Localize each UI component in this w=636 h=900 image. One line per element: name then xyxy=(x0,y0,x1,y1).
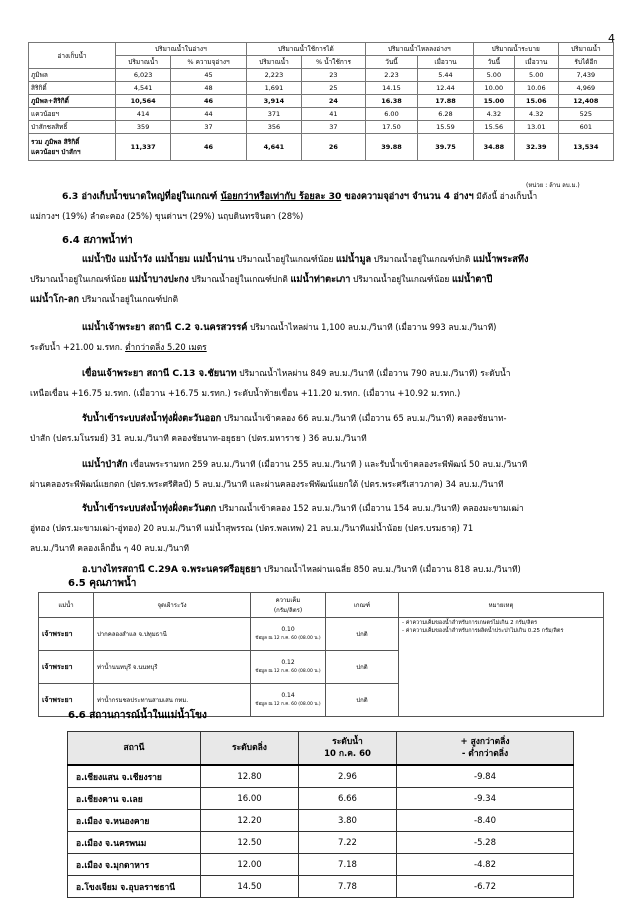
station-name: อ.เมือง จ.นครพนม xyxy=(68,832,201,854)
cell: 4,641 xyxy=(246,134,301,161)
level-diff: -5.28 xyxy=(397,832,574,854)
cell: 39.75 xyxy=(418,134,474,161)
table-row xyxy=(68,832,574,854)
cell: 11,337 xyxy=(116,134,171,161)
s64-p5-line2: ผ่านคลองระพีพัฒน์แยกตก (ปตร.พระศรีศิลป์) 5 ลบ.ม./วินาที และผ่านคลองระพีพัฒน์แยกใต้ (ปตร.พระศรีเสาวภาค) 34 ลบ.ม./วินาที xyxy=(30,479,504,489)
cell: 6.28 xyxy=(418,108,474,121)
cell: 5.00 xyxy=(514,69,558,82)
s64-p5-line1 xyxy=(82,457,527,472)
total-label xyxy=(29,134,116,161)
cell: 12,408 xyxy=(558,95,613,108)
cell: 4,969 xyxy=(558,82,613,95)
diff-above-label: + สูงกว่าตลิ่ง xyxy=(460,737,510,747)
s64-p3-line2: เหนือเขื่อน +16.75 ม.รทก. (เมื่อวาน +16.75 ม.รทก.) ระดับน้ำท้ายเขื่อน +11.20 ม.รทก. (เมื่อวาน +10.92 ม.รทก.) xyxy=(30,388,461,398)
table-row xyxy=(68,765,574,788)
criteria-cell: ปกติ xyxy=(326,651,399,684)
table-row xyxy=(68,810,574,832)
section-6-4-title: 6.4 สภาพน้ำท่า xyxy=(62,235,133,246)
river-phra-sathueng: แม่น้ำพระสทึง xyxy=(472,254,529,265)
cell: 17.88 xyxy=(418,95,474,108)
cell: 13.01 xyxy=(514,121,558,134)
river-name: เจ้าพระยา xyxy=(39,684,94,717)
table-row-total xyxy=(29,134,614,161)
table-row xyxy=(29,121,614,134)
mekong-table xyxy=(67,731,574,898)
cell: 10.00 xyxy=(473,82,514,95)
cell: 525 xyxy=(558,108,613,121)
cell: 356 xyxy=(246,121,301,134)
salinity-unit: (กรัม/ลิตร) xyxy=(273,607,303,614)
s64-text: ปริมาณน้ำอยู่ในเกณฑ์ปกติ xyxy=(78,294,179,304)
s64-text: ปริมาณน้ำอยู่ในเกณฑ์ปกติ xyxy=(188,274,291,284)
cell: 5.44 xyxy=(418,69,474,82)
salinity-label: ความเค็ม xyxy=(275,597,301,604)
remark-waterworks: - ค่าความเค็มของน้ำสำหรับการผลิตน้ำประปาไม่เกิน 0.25 กรัม/ลิตร xyxy=(402,628,564,634)
subcol-yesterday: เมื่อวาน xyxy=(418,56,474,69)
s64-text: ระดับน้ำ +21.00 ม.รทก. xyxy=(30,342,126,352)
col-river: แม่น้ำ xyxy=(39,593,94,618)
s64-p6-line1 xyxy=(82,501,524,516)
cell: 10,564 xyxy=(116,95,171,108)
water-level: 7.18 xyxy=(299,854,397,876)
river-pasak: แม่น้ำป่าสัก xyxy=(82,459,128,470)
col-bank-level: ระดับตลิ่ง xyxy=(201,732,299,766)
col-water-level xyxy=(299,732,397,766)
s64-p3-line1 xyxy=(82,366,510,381)
reservoir-name: ป่าสักชลสิทธิ์ xyxy=(29,121,116,134)
cell: 45 xyxy=(171,69,247,82)
table-row xyxy=(68,876,574,898)
cell: 414 xyxy=(116,108,171,121)
s63-threshold: น้อยกว่าหรือเท่ากับ ร้อยละ 30 xyxy=(220,191,342,202)
station-name: อ.เมือง จ.หนองคาย xyxy=(68,810,201,832)
s64-text: ปริมาณน้ำเข้าคลอง 152 ลบ.ม./วินาที (เมื่อวาน 154 ลบ.ม./วินาที) คลองมะขามเฒ่า xyxy=(216,503,524,513)
remark-agriculture: - ค่าความเค็มของน้ำสำหรับการเกษตรไม่เกิน 2 กรัม/ลิตร xyxy=(402,620,538,626)
river-bang-pakong: แม่น้ำบางปะกง xyxy=(128,274,189,285)
water-level-label: ระดับน้ำ xyxy=(332,737,363,747)
east-irrigation: รับน้ำเข้าระบบส่งน้ำทุ่งฝั่งตะวันออก xyxy=(82,413,222,424)
station-name: อ.โขงเจียม จ.อุบลราชธานี xyxy=(68,876,201,898)
reservoir-name: สิริกิติ์ xyxy=(29,82,116,95)
subcol-today: วันนี้ xyxy=(473,56,514,69)
col-criteria: เกณฑ์ xyxy=(326,593,399,618)
salinity-time: ข้อมูล ณ 12 ก.ค. 60 (08.00 น.) xyxy=(255,702,321,707)
cell: 2,223 xyxy=(246,69,301,82)
cell: 23 xyxy=(302,69,366,82)
reservoir-name: ภูมิพล+สิริกิติ์ xyxy=(29,95,116,108)
cell: 48 xyxy=(171,82,247,95)
level-diff: -9.84 xyxy=(397,765,574,788)
cell: 6.00 xyxy=(365,108,417,121)
col-storage: ปริมาณน้ำในอ่างฯ xyxy=(116,43,247,56)
s64-p1-line2 xyxy=(30,272,492,287)
table-row xyxy=(39,618,604,651)
bank-level: 12.50 xyxy=(201,832,299,854)
rivers-north: แม่น้ำปิง แม่น้ำวัง แม่น้ำยม แม่น้ำน่าน xyxy=(82,254,235,265)
s64-text: ปริมาณน้ำอยู่ในเกณฑ์น้อย xyxy=(30,274,129,284)
river-tapi: แม่น้ำตาปี xyxy=(452,274,493,285)
cell: 371 xyxy=(246,108,301,121)
s64-text: เขื่อนพระรามหก 259 ลบ.ม./วินาที (เมื่อวาน 255 ลบ.ม./วินาที ) และรับน้ำเข้าคลองระพีพัฒน์ 50 ลบ.ม./วินาที xyxy=(127,459,528,469)
s64-p6-line3: ลบ.ม./วินาที คลองเล็กอื่น ๆ 40 ลบ.ม./วินาที xyxy=(30,543,190,553)
cell: 4,541 xyxy=(116,82,171,95)
reservoir-name: แควน้อยฯ xyxy=(29,108,116,121)
section-6-3-line1 xyxy=(62,189,537,204)
bank-level: 12.00 xyxy=(201,854,299,876)
col-usable: ปริมาณน้ำใช้การได้ xyxy=(246,43,365,56)
col-remarks: หมายเหตุ xyxy=(399,593,604,618)
subcol-yesterday: เมื่อวาน xyxy=(514,56,558,69)
subcol-volume: ปริมาณน้ำ xyxy=(246,56,301,69)
station-name: ท่าน้ำกรมชลประทานสามเสน กทม. xyxy=(94,684,251,717)
s64-text: ปริมาณน้ำไหลผ่านเฉลี่ย 850 ลบ.ม./วินาที (เมื่อวาน 818 ลบ.ม./วินาที) xyxy=(261,564,521,574)
cell: 3,914 xyxy=(246,95,301,108)
s64-p2-line2 xyxy=(30,340,207,354)
station-name: ท่าน้ำนนทบุรี จ.นนทบุรี xyxy=(94,651,251,684)
cell: 15.56 xyxy=(473,121,514,134)
cell: 5.00 xyxy=(473,69,514,82)
salinity-value: 0.12 xyxy=(281,659,295,666)
station-name: อ.เมือง จ.มุกดาหาร xyxy=(68,854,201,876)
cell: 4.32 xyxy=(473,108,514,121)
diff-below-label: - ต่ำกว่าตลิ่ง xyxy=(461,749,509,759)
bank-level: 16.00 xyxy=(201,788,299,810)
subcol-receivable: รับได้อีก xyxy=(558,56,613,69)
cell: 6,023 xyxy=(116,69,171,82)
cell: 37 xyxy=(171,121,247,134)
s63-text: 6.3 อ่างเก็บน้ำขนาดใหญ่ที่อยู่ในเกณฑ์ xyxy=(62,191,221,202)
cell: 10.06 xyxy=(514,82,558,95)
criteria-cell: ปกติ xyxy=(326,618,399,651)
station-c2: แม่น้ำเจ้าพระยา สถานี C.2 จ.นครสวรรค์ xyxy=(82,322,248,333)
col-station: จุดเฝ้าระวัง xyxy=(94,593,251,618)
table-row xyxy=(29,108,614,121)
cell: 44 xyxy=(171,108,247,121)
salinity-time: ข้อมูล ณ 12 ก.ค. 60 (08.00 น.) xyxy=(255,636,321,641)
bank-level: 12.80 xyxy=(201,765,299,788)
salinity-cell xyxy=(251,651,326,684)
cell: 17.50 xyxy=(365,121,417,134)
s64-p4-line1 xyxy=(82,411,507,426)
river-mun: แม่น้ำมูล xyxy=(336,254,372,265)
s64-p4-line2: ป่าสัก (ปตร.มโนรมย์) 31 ลบ.ม./วินาที คลองชัยนาท-อยุธยา (ปตร.มหาราช ) 36 ลบ.ม./วินาที xyxy=(30,433,367,443)
cell: 15.59 xyxy=(418,121,474,134)
s64-text: ปริมาณน้ำอยู่ในเกณฑ์น้อย xyxy=(350,274,453,284)
level-diff: -4.82 xyxy=(397,854,574,876)
cell: 32.39 xyxy=(514,134,558,161)
river-kolok: แม่น้ำโก-ลก xyxy=(30,294,79,305)
cell: 34.88 xyxy=(473,134,514,161)
west-irrigation: รับน้ำเข้าระบบส่งน้ำทุ่งฝั่งตะวันตก xyxy=(82,503,217,514)
total-label-line2: แควน้อยฯ ป่าสักฯ xyxy=(31,148,81,156)
bank-level: 12.20 xyxy=(201,810,299,832)
cell: 359 xyxy=(116,121,171,134)
cell: 24 xyxy=(302,95,366,108)
water-level: 6.66 xyxy=(299,788,397,810)
table-row xyxy=(29,95,614,108)
total-label-line1: รวม ภูมิพล สิริกิติ์ xyxy=(31,138,80,146)
bank-level: 14.50 xyxy=(201,876,299,898)
page-number: 4 xyxy=(608,32,615,45)
unit-note: (หน่วย : ล้าน ลบ.ม.) xyxy=(526,182,580,189)
level-diff: -6.72 xyxy=(397,876,574,898)
cell: 39.88 xyxy=(365,134,417,161)
cell: 7,439 xyxy=(558,69,613,82)
criteria-cell: ปกติ xyxy=(326,684,399,717)
s63-text: ของความจุอ่างฯ จำนวน 4 อ่างฯ xyxy=(341,191,474,202)
s64-text: ปริมาณน้ำไหลผ่าน 1,100 ลบ.ม./วินาที (เมื่อวาน 993 ลบ.ม./วินาที) xyxy=(247,322,497,332)
col-receivable: ปริมาณน้ำ xyxy=(558,43,613,56)
subcol-pct-capacity: % ความจุอ่างฯ xyxy=(171,56,247,69)
cell: 46 xyxy=(171,134,247,161)
subcol-volume: ปริมาณน้ำ xyxy=(116,56,171,69)
s64-p6-line2: อู่ทอง (ปตร.มะขามเฒ่า-อู่ทอง) 20 ลบ.ม./วินาที แม่น้ำสุพรรณ (ปตร.พลเทพ) 21 ลบ.ม./วินาทีแม่น้ำน้อย (ปตร.บรมธาตุ) 71 xyxy=(30,523,474,533)
cell: 46 xyxy=(171,95,247,108)
section-6-5-title: 6.5 คุณภาพน้ำ xyxy=(68,578,137,589)
water-quality-table xyxy=(38,592,604,717)
level-diff: -9.34 xyxy=(397,788,574,810)
s63-text: มีดังนี้ อ่างเก็บน้ำ xyxy=(473,191,538,201)
water-level: 7.78 xyxy=(299,876,397,898)
remarks-cell xyxy=(399,618,604,717)
station-c13: เขื่อนเจ้าพระยา สถานี C.13 จ.ชัยนาท xyxy=(82,368,237,379)
station-c29a: อ.บางไทรสถานี C.29A จ.พระนครศรีอยุธยา xyxy=(82,564,262,575)
station-name: อ.เชียงแสน จ.เชียงราย xyxy=(68,765,201,788)
cell: 2.23 xyxy=(365,69,417,82)
salinity-cell xyxy=(251,618,326,651)
salinity-time: ข้อมูล ณ 12 ก.ค. 60 (08.00 น.) xyxy=(255,669,321,674)
s64-p1-line3 xyxy=(30,292,178,307)
col-reservoir: อ่างเก็บน้ำ xyxy=(29,43,116,69)
salinity-value: 0.10 xyxy=(281,626,295,633)
station-name: ปากคลองสำแล จ.ปทุมธานี xyxy=(94,618,251,651)
cell: 601 xyxy=(558,121,613,134)
table-row xyxy=(29,82,614,95)
reservoir-table xyxy=(28,42,614,161)
s64-text: ปริมาณน้ำเข้าคลอง 66 ลบ.ม./วินาที (เมื่อวาน 65 ลบ.ม./วินาที) คลองชัยนาท- xyxy=(221,413,507,423)
table-row xyxy=(29,69,614,82)
cell: 25 xyxy=(302,82,366,95)
section-6-6-title: 6.6 สถานการณ์น้ำในแม่น้ำโขง xyxy=(68,710,207,721)
s64-text: ปริมาณน้ำไหลผ่าน 849 ลบ.ม./วินาที (เมื่อวาน 790 ลบ.ม./วินาที) ระดับน้ำ xyxy=(236,368,511,378)
col-inflow: ปริมาณน้ำไหลลงอ่างฯ xyxy=(365,43,473,56)
salinity-value: 0.14 xyxy=(281,692,295,699)
s64-text: ปริมาณน้ำอยู่ในเกณฑ์น้อย xyxy=(234,254,337,264)
cell: 41 xyxy=(302,108,366,121)
subcol-pct-usable: % น้ำใช้การ xyxy=(302,56,366,69)
salinity-cell xyxy=(251,684,326,717)
col-release: ปริมาณน้ำระบาย xyxy=(473,43,558,56)
level-diff: -8.40 xyxy=(397,810,574,832)
river-name: เจ้าพระยา xyxy=(39,651,94,684)
cell: 15.00 xyxy=(473,95,514,108)
cell: 13,534 xyxy=(558,134,613,161)
cell: 14.15 xyxy=(365,82,417,95)
water-level: 7.22 xyxy=(299,832,397,854)
s64-text: ปริมาณน้ำอยู่ในเกณฑ์ปกติ xyxy=(371,254,473,264)
water-level-date: 10 ก.ค. 60 xyxy=(324,749,371,759)
river-name: เจ้าพระยา xyxy=(39,618,94,651)
table-row xyxy=(68,788,574,810)
col-salinity xyxy=(251,593,326,618)
water-level: 3.80 xyxy=(299,810,397,832)
col-station: สถานี xyxy=(68,732,201,766)
s64-p7-line1 xyxy=(82,562,521,577)
s64-p2-line1 xyxy=(82,320,496,335)
cell: 16.38 xyxy=(365,95,417,108)
section-6-3-line2: แม่กวงฯ (19%) ลำตะคอง (25%) ขุนด่านฯ (29%) นฤบดินทรจินดา (28%) xyxy=(30,211,304,221)
reservoir-name: ภูมิพล xyxy=(29,69,116,82)
river-tha-taphao: แม่น้ำท่าตะเภา xyxy=(290,274,351,285)
cell: 1,691 xyxy=(246,82,301,95)
cell: 12.44 xyxy=(418,82,474,95)
table-row xyxy=(68,854,574,876)
below-bank-note: ต่ำกว่าตลิ่ง 5.20 เมตร xyxy=(125,342,207,352)
station-name: อ.เชียงคาน จ.เลย xyxy=(68,788,201,810)
cell: 15.06 xyxy=(514,95,558,108)
cell: 4.32 xyxy=(514,108,558,121)
subcol-today: วันนี้ xyxy=(365,56,417,69)
s64-p1-line1 xyxy=(82,252,528,267)
cell: 37 xyxy=(302,121,366,134)
cell: 26 xyxy=(302,134,366,161)
col-diff xyxy=(397,732,574,766)
water-level: 2.96 xyxy=(299,765,397,788)
